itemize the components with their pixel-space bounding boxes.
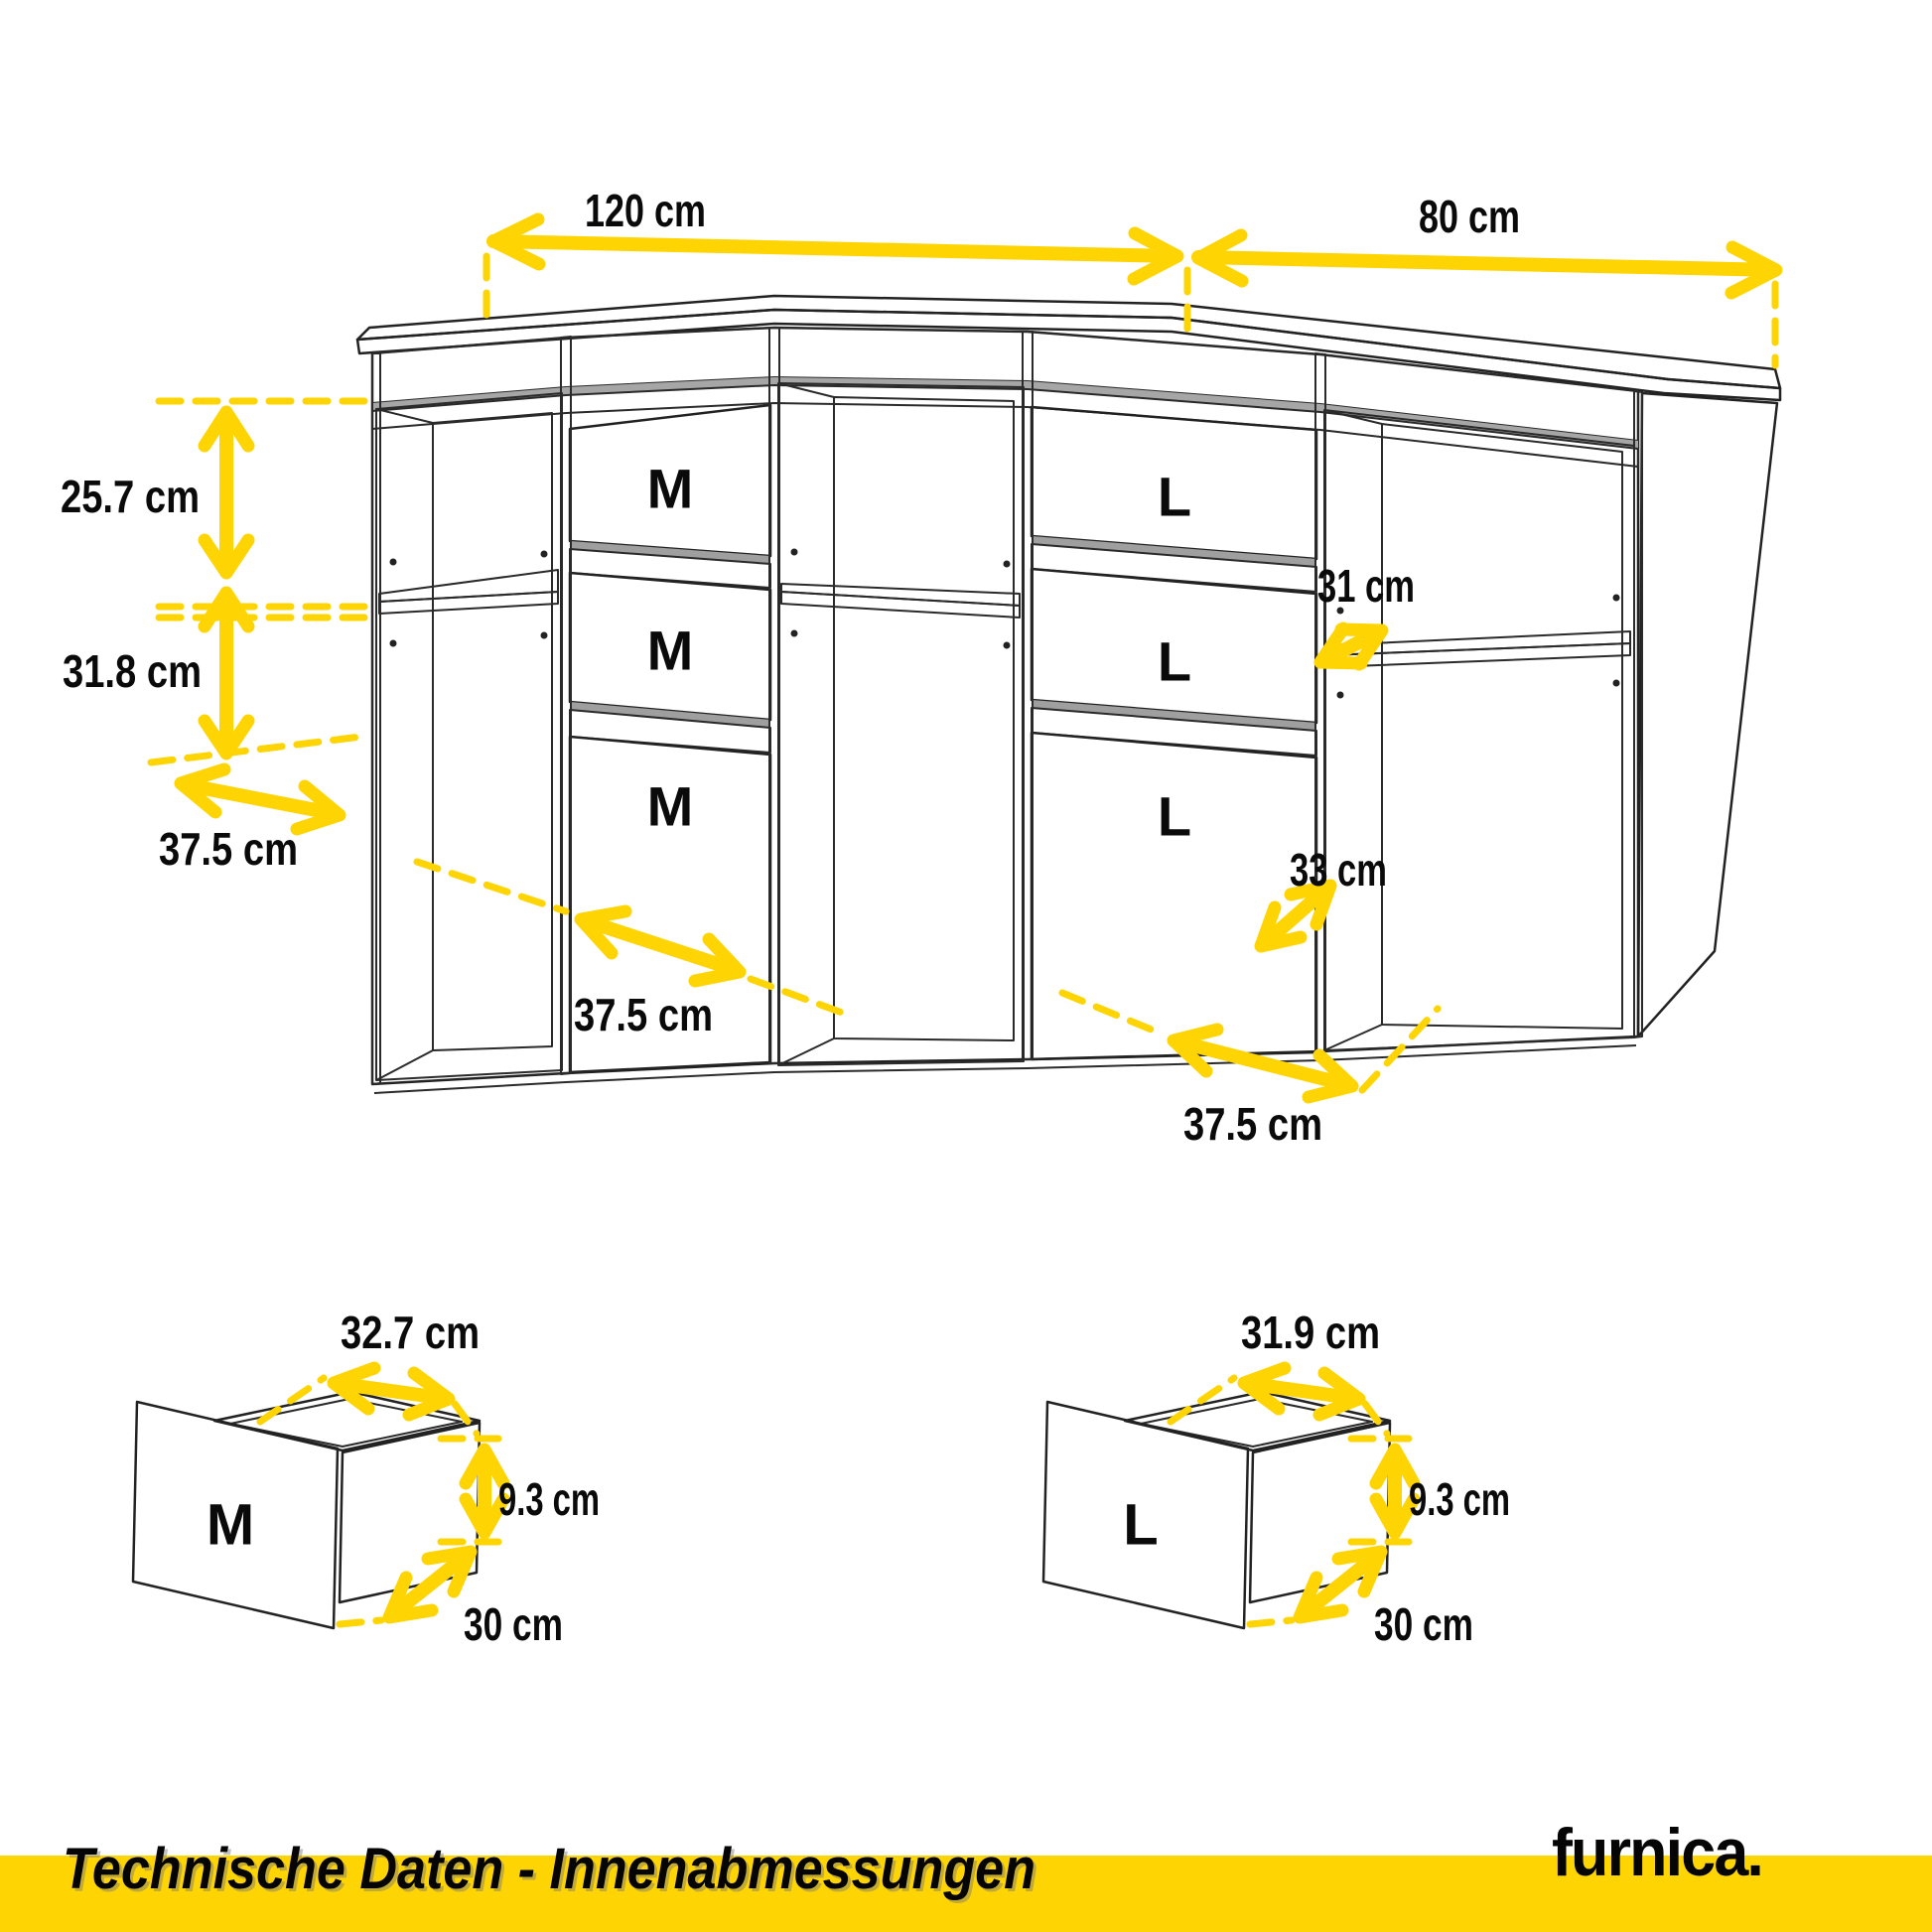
- dim-label-31-8: 31.8 cm: [63, 645, 202, 697]
- dim-label-l-width: 31.9 cm: [1241, 1307, 1380, 1358]
- drawer-diagram-l: [1043, 1307, 1510, 1650]
- footer: [0, 1815, 1932, 1932]
- dim-arrow-l-depth: [1250, 1552, 1381, 1624]
- dim-label-l-height: 9.3 cm: [1409, 1473, 1510, 1525]
- dim-label-31: 31 cm: [1317, 560, 1415, 612]
- drawer-mark-m2: M: [646, 619, 694, 682]
- drawer-mark-m3: M: [646, 774, 694, 838]
- compartment-left: [376, 393, 562, 1080]
- brand-logo: furnica.: [1552, 1815, 1762, 1890]
- dim-arrow-31: [1320, 628, 1382, 664]
- drawer-column-l: [1032, 407, 1316, 1059]
- dim-label-33: 33 cm: [1290, 844, 1387, 896]
- sideboard-drawing: [357, 296, 1780, 1093]
- dim-label-m-height: 9.3 cm: [498, 1473, 600, 1525]
- compartment-middle: [778, 383, 1024, 1065]
- drawer-mark-l1: L: [1157, 465, 1192, 528]
- dim-label-120cm: 120 cm: [585, 185, 706, 236]
- dim-label-80cm: 80 cm: [1419, 191, 1520, 242]
- dim-label-depth-middle: 37.5 cm: [574, 989, 713, 1040]
- drawer-mark-m1: M: [646, 457, 694, 520]
- drawer-mark-l3: L: [1157, 784, 1192, 848]
- dim-label-m-depth: 30 cm: [464, 1598, 563, 1650]
- dim-arrow-l-height: [1351, 1439, 1414, 1542]
- drawer-diagram-m-mark: M: [206, 1492, 255, 1558]
- compartment-right: [1324, 410, 1634, 1050]
- dim-arrow-l-width: [1171, 1368, 1387, 1434]
- drawer-diagram-m: [133, 1307, 600, 1650]
- drawer-diagram-l-mark: L: [1123, 1492, 1159, 1558]
- sheet-title: Technische Daten - Innenabmessungen: [63, 1837, 1035, 1901]
- dim-label-depth-right: 37.5 cm: [1183, 1098, 1322, 1150]
- dim-arrow-m-depth: [340, 1552, 471, 1624]
- plinth-line: [374, 1045, 1636, 1093]
- dim-label-m-width: 32.7 cm: [341, 1307, 480, 1358]
- cabinet-side-panel: [1638, 393, 1777, 1036]
- dim-label-l-depth: 30 cm: [1374, 1598, 1473, 1650]
- drawer-mark-l2: L: [1157, 629, 1192, 693]
- dim-arrow-m-width: [260, 1368, 477, 1434]
- dim-arrow-m-height: [441, 1439, 503, 1542]
- dim-label-depth-left: 37.5 cm: [159, 823, 298, 875]
- dim-arrow-depth-left: [151, 736, 369, 829]
- dim-label-25-7: 25.7 cm: [61, 471, 200, 522]
